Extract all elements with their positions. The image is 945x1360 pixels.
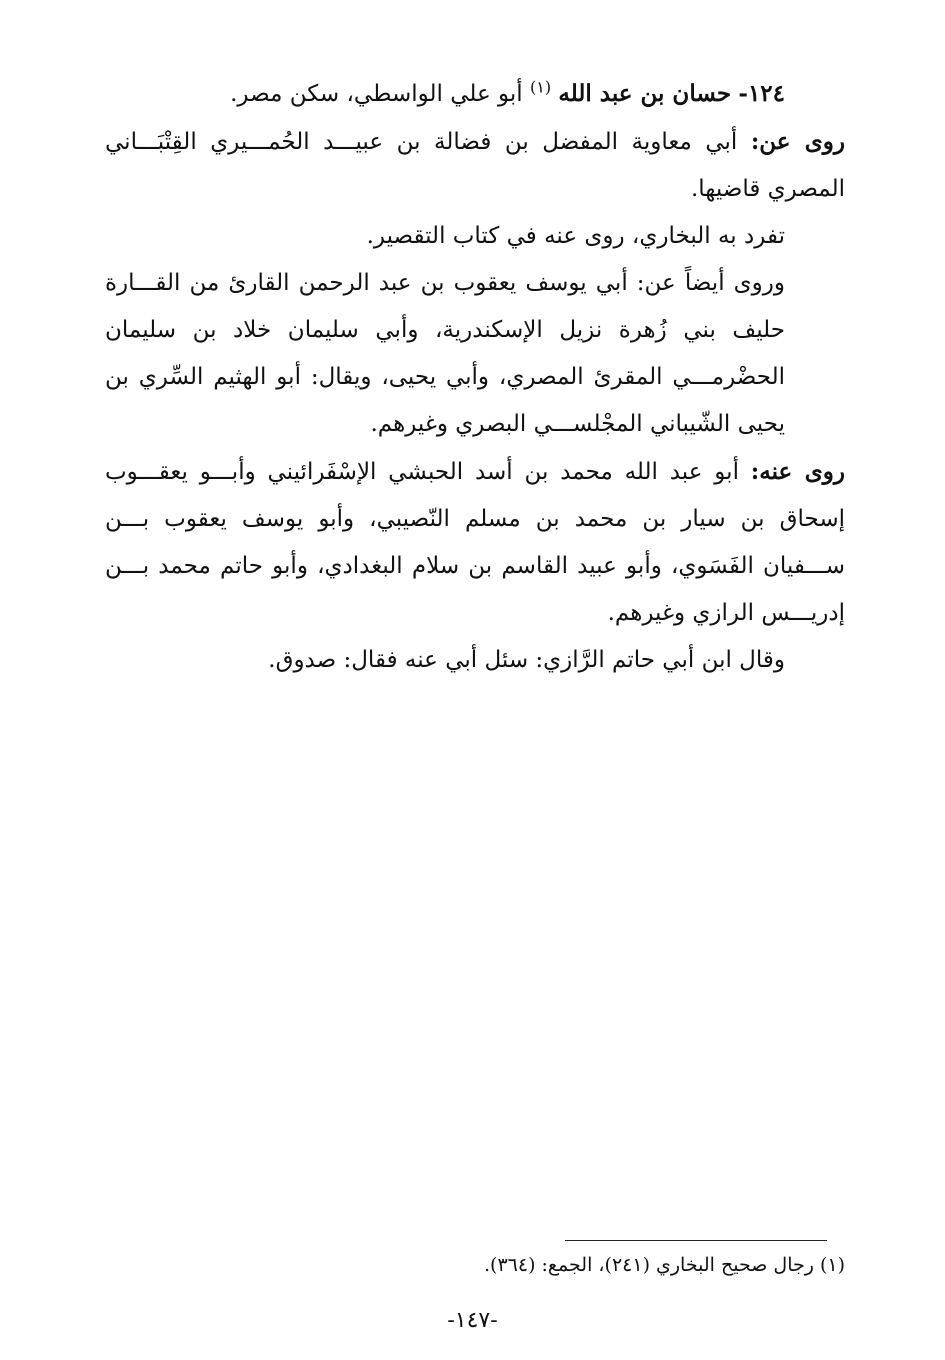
- entry-kunya: أبو علي الواسطي، سكن مصر.: [230, 81, 523, 107]
- paragraph-narrated-from: [105, 118, 845, 213]
- paragraph-label: روى عنه:: [750, 458, 845, 485]
- paragraph-text: أبي معاوية المفضل بن فضالة بن عبيـــد الحُمـــيري القِتْبَـــاني المصري قاضيها.: [105, 129, 845, 202]
- paragraph-text: وقال ابن أبي حاتم الرَّازي: سئل أبي عنه فقال: صدوق.: [268, 647, 785, 673]
- main-text: [105, 70, 845, 684]
- footnote-divider: [565, 1240, 827, 1241]
- footnote-reference[interactable]: (١): [530, 77, 552, 97]
- paragraph-text: وروى أيضاً عن: أبي يوسف يعقوب بن عبد الرحمن القارئ من القـــارة حليف بني زُهرة نزيل الإسكندرية، وأبي سليمان خلاد بن سليمان الحضْرمـــي المقرئ المصري، وأبي يحيى، ويقال: أبو الهثيم السِّري بن يحيى الشّيباني المجْلســـي البصري وغيرهم.: [105, 270, 785, 437]
- paragraph-label: روى عن:: [750, 128, 845, 155]
- paragraph-abu-hatim: [105, 637, 845, 684]
- entry-name: حسان بن عبد الله: [558, 80, 732, 107]
- entry-number: ١٢٤-: [738, 80, 785, 107]
- paragraph-bukhari-note: [105, 213, 845, 260]
- footnote: (١) رجال صحيح البخاري (٢٤١)، الجمع: (٣٦٤).: [483, 1254, 845, 1276]
- paragraph-also-narrated: [105, 260, 845, 448]
- paragraph-narrated-by: [105, 448, 845, 637]
- paragraph-text: أبو عبد الله محمد بن أسد الحبشي الإسْفَرائيني وأبـــو يعقـــوب إسحاق بن سيار بن محمد بن مسلم النّصيبي، وأبو يوسف يعقوب بـــن ســـفيان الفَسَوي، وأبو عبيد القاسم بن سلام البغدادي، وأبو حاتم محمد بـــن إدريـــس الرازي وغيرهم.: [105, 459, 845, 626]
- paragraph-text: تفرد به البخاري، روى عنه في كتاب التقصير.: [366, 223, 785, 249]
- page-number: -١٤٧-: [447, 1308, 498, 1333]
- entry-heading: [105, 70, 845, 118]
